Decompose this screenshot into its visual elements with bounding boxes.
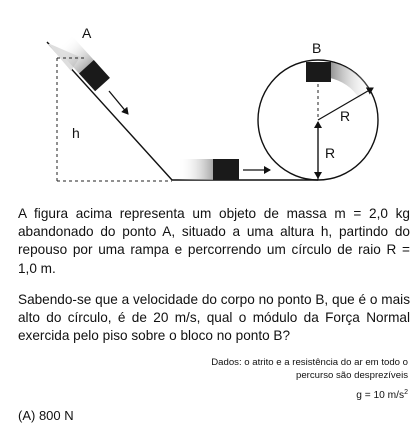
label-b: B: [312, 40, 322, 56]
given-data-line1: Dados: o atrito e a resistência do ar em todo o: [211, 357, 408, 368]
height-indicator: [57, 58, 85, 181]
given-gravity-value: g = 10 m/s: [356, 390, 405, 401]
label-r-diagonal: R: [340, 108, 351, 124]
given-data-line2: percurso são desprezíveis: [296, 370, 408, 381]
block-floor: [178, 159, 239, 180]
given-gravity: [356, 387, 408, 402]
label-r-vertical: R: [325, 145, 336, 161]
option-a[interactable]: (A) 800 N: [18, 408, 74, 423]
block-b: [306, 62, 331, 82]
label-a: A: [82, 25, 92, 41]
given-gravity-exponent: 2: [404, 389, 408, 396]
block-floor-body: [213, 159, 239, 180]
radius-indicators: [318, 84, 373, 180]
ramp-arrow: [109, 91, 128, 114]
problem-statement: A figura acima representa um objeto de massa m = 2,0 kg abandonado do ponto A, situado a uma altura h, partindo do repouso por uma rampa e percorrendo um círculo de raio R = 1,0 m.: [18, 206, 410, 276]
physics-figure: [0, 0, 416, 200]
ramp: [47, 42, 172, 180]
problem-question: Sabendo-se que a velocidade do corpo no ponto B, que é o mais alto do círculo, é de 20 m/s, qual o módulo da Força Normal exercida pelo piso sobre o bloco no ponto B?: [18, 292, 410, 344]
label-h: h: [72, 125, 80, 141]
block-floor-blur: [178, 159, 218, 180]
